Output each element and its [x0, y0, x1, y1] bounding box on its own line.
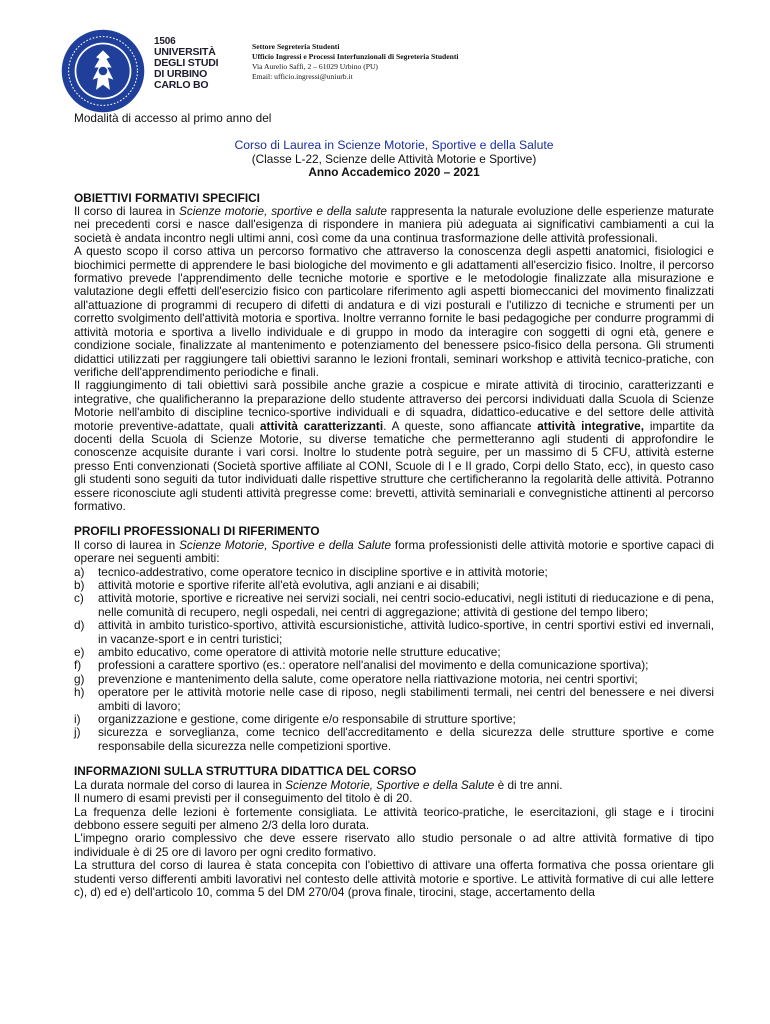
list-item-letter: i) [74, 712, 81, 727]
list-item [74, 579, 714, 592]
list-item-text: attività motorie, sportive e ricreative nei servizi sociali, nei centri socio-educativi, negli istituti di rieducazione e di pena, nelle comunità di recupero, negli ospedali, nei centri di aggregazione; attività di gestione del tempo libero; [98, 591, 714, 619]
university-name-line: DEGLI STUDI [154, 57, 219, 69]
list-item-text: attività motorie e sportive riferite all'età evolutiva, agli anziani e ai disabili; [98, 578, 480, 592]
list-item [74, 592, 714, 619]
office-sector: Settore Segreteria Studenti [252, 42, 340, 51]
list-item [74, 566, 714, 579]
list-item-letter: a) [74, 564, 85, 579]
list-item-text: ambito educativo, come operatore di attività motorie nelle strutture educative; [98, 645, 501, 660]
section-heading-profiles: PROFILI PROFESSIONALI DI RIFERIMENTO [74, 524, 320, 539]
intro-text: Modalità di accesso al primo anno del [74, 111, 272, 125]
office-address: Via Aurelio Saffi, 2 – 61029 Urbino (PU) [252, 62, 378, 71]
structure-paragraph: Il numero di esami previsti per il conseguimento del titolo è di 20. [74, 791, 413, 806]
list-item-letter: e) [74, 645, 85, 660]
list-item-text: operatore per le attività motorie nelle case di riposo, negli stabilimenti termali, nei centri del benessere e nei diversi ambiti di lavoro; [98, 685, 714, 713]
list-item-letter: c) [74, 591, 84, 606]
office-name: Ufficio Ingressi e Processi Interfunzionali di Segreteria Studenti [252, 52, 459, 61]
list-item-text: tecnico-addestrativo, come operatore tecnico in discipline sportive e in attività motorie; [98, 564, 548, 579]
structure-paragraph: La frequenza delle lezioni è fortemente consigliata. Le attività teorico-pratiche, le esercitazioni, gli stage e i tirocini debbono essere seguiti per almeno 2/3 della loro durata. [74, 804, 714, 832]
university-seal-icon [60, 28, 146, 114]
list-item [74, 659, 714, 672]
office-email[interactable]: Email: ufficio.ingressi@uniurb.it [252, 72, 353, 81]
list-item-text: prevenzione e mantenimento della salute, come operatore nella riattivazione motoria, nei centri sportivi; [98, 671, 638, 686]
academic-year: Anno Accademico 2020 – 2021 [308, 165, 480, 180]
list-item-letter: j) [74, 725, 81, 740]
university-name-line: CARLO BO [154, 79, 209, 91]
founding-year: 1506 [154, 36, 176, 47]
list-item [74, 686, 714, 713]
list-item-letter: h) [74, 685, 85, 700]
profiles-list [74, 566, 714, 754]
university-name-line: DI URBINO [154, 68, 208, 80]
structure-paragraph: La struttura del corso di laurea è stata concepita con l'obiettivo di attivare una offerta formativa che possa orientare gli studenti verso differenti ambiti lavorativi nel contesto delle attività motorie e sportive. Le attività formative di cui alle lettere c), d) ed e) dell'articolo 10, comma 5 del DM 270/04 (prova finale, tirocini, stage, accertamento della [74, 858, 714, 899]
document-body [74, 112, 714, 899]
list-item [74, 726, 714, 753]
list-item-text: organizzazione e gestione, come dirigente e/o responsabile di strutture sportive; [98, 712, 516, 727]
section-heading-structure: INFORMAZIONI SULLA STRUTTURA DIDATTICA DEL CORSO [74, 764, 417, 779]
structure-paragraph: La durata normale del corso di laurea in Scienze Motorie, Sportive e della Salute è di tre anni. [74, 777, 563, 792]
office-info [252, 42, 459, 82]
list-item [74, 619, 714, 646]
list-item [74, 713, 714, 726]
course-title: Corso di Laurea in Scienze Motorie, Sportive e della Salute [234, 138, 554, 153]
university-name-line: UNIVERSITÀ [154, 46, 216, 58]
list-item-letter: f) [74, 658, 82, 673]
objectives-paragraph: A questo scopo il corso attiva un percorso formativo che attraverso la conoscenza degli aspetti anatomici, fisiologici e biochimici permette di apprendere le basi biologiche del movimento e gli adattamenti all'esercizio fisico. Inoltre, il percorso formativo prevede l'apprendimento delle tecniche motorie e sportive e le metodologie finalizzate alla misurazione e valutazione degli effetti dell'esercizio fisico con particolare riferimento agli aspetti biomeccanici del movimento finalizzati all'attuazione di programmi di recupero di difetti di andatura e di vizi posturali e l'utilizzo di tecniche e strumenti per un corretto svolgimento dell'attività motoria e sportiva. Inoltre verranno fornite le basi pedagogiche per condurre programmi di attività motoria e sportiva a livello individuale e di gruppo in modo da interagire con soggetti di ogni età, genere e condizione sociale, finalizzate al mantenimento e potenziamento del benessere psico-fisico della persona. Gli strumenti didattici utilizzati per raggiungere tali obiettivi saranno le lezioni frontali, seminari workshop e attività tecnico-pratiche, con verifiche dell'apprendimento periodiche e finali. [74, 244, 714, 379]
list-item [74, 673, 714, 686]
list-item-letter: g) [74, 671, 85, 686]
letterhead [58, 22, 738, 114]
list-item-text: sicurezza e sorveglianza, come tecnico dell'accreditamento e della sicurezza delle strutture sportive e come responsabile della sicurezza nelle competizioni sportive. [98, 725, 714, 753]
list-item-text: attività in ambito turistico-sportivo, attività escursionistiche, attività ludico-sportive, in centri sportivi estivi ed invernali, in vacanze-sport e in centri turistici; [98, 618, 714, 646]
university-name [154, 36, 234, 91]
profiles-paragraph: Il corso di laurea in Scienze Motorie, Sportive e della Salute forma professionisti delle attività motorie e sportive capaci di operare nei seguenti ambiti: [74, 537, 714, 566]
course-class: (Classe L-22, Scienze delle Attività Motorie e Sportive) [251, 151, 537, 166]
structure-paragraph: L'impegno orario complessivo che deve essere riservato allo studio personale o ad altre attività formative di tipo individuale è di 25 ore di lavoro per ogni credito formativo. [74, 831, 714, 859]
list-item-letter: b) [74, 578, 85, 592]
objectives-paragraph: Il raggiungimento di tali obiettivi sarà possibile anche grazie a cospicue e mirate attività di tirocinio, caratterizzanti e integrative, che qualificheranno la preparazione dello studente attraverso dei percorsi individuati dalla Scuola di Scienze Motorie nell'ambito di discipline tecnico-sportive individuali e di squadra, didattico-educative e del settore delle attività motorie preventive-adattate, quali attività caratterizzanti. A queste, sono affiancate attività integrative, impartite da docenti della Scuola di Scienze Motorie, su diverse tematiche che permetteranno agli studenti di approfondire le conoscenze acquisite durante i vari corsi. Inoltre lo studente potrà seguire, per un massimo di 5 CFU, attività esterne presso Enti convenzionati (Società sportive affiliate al CONI, Scuole di I e II grado, Corpi dello Stato, ecc), in questo caso gli studenti sono seguiti da tutor individuati dalle rispettive strutture che certificheranno la regolarità delle attività. Potranno essere riconosciute agli studenti attività pregresse come: brevetti, attività seminariali e convegnistiche attinenti al percorso formativo. [74, 378, 715, 513]
list-item [74, 646, 714, 659]
list-item-text: professioni a carattere sportivo (es.: operatore nell'analisi del movimento e della comunicazione sportiva); [98, 658, 649, 673]
section-heading-objectives: OBIETTIVI FORMATIVI SPECIFICI [74, 190, 260, 205]
objectives-paragraph: Il corso di laurea in Scienze motorie, sportive e della salute rappresenta la naturale evoluzione delle esperienze maturate nei precedenti corsi e nasce dall'esigenza di rispondere in maniera più adeguata ai significativi cambiamenti a cui la società è andata incontro negli ultimi anni, così come da una continua trasformazione delle attività professionali. [74, 204, 714, 245]
list-item-letter: d) [74, 618, 85, 633]
